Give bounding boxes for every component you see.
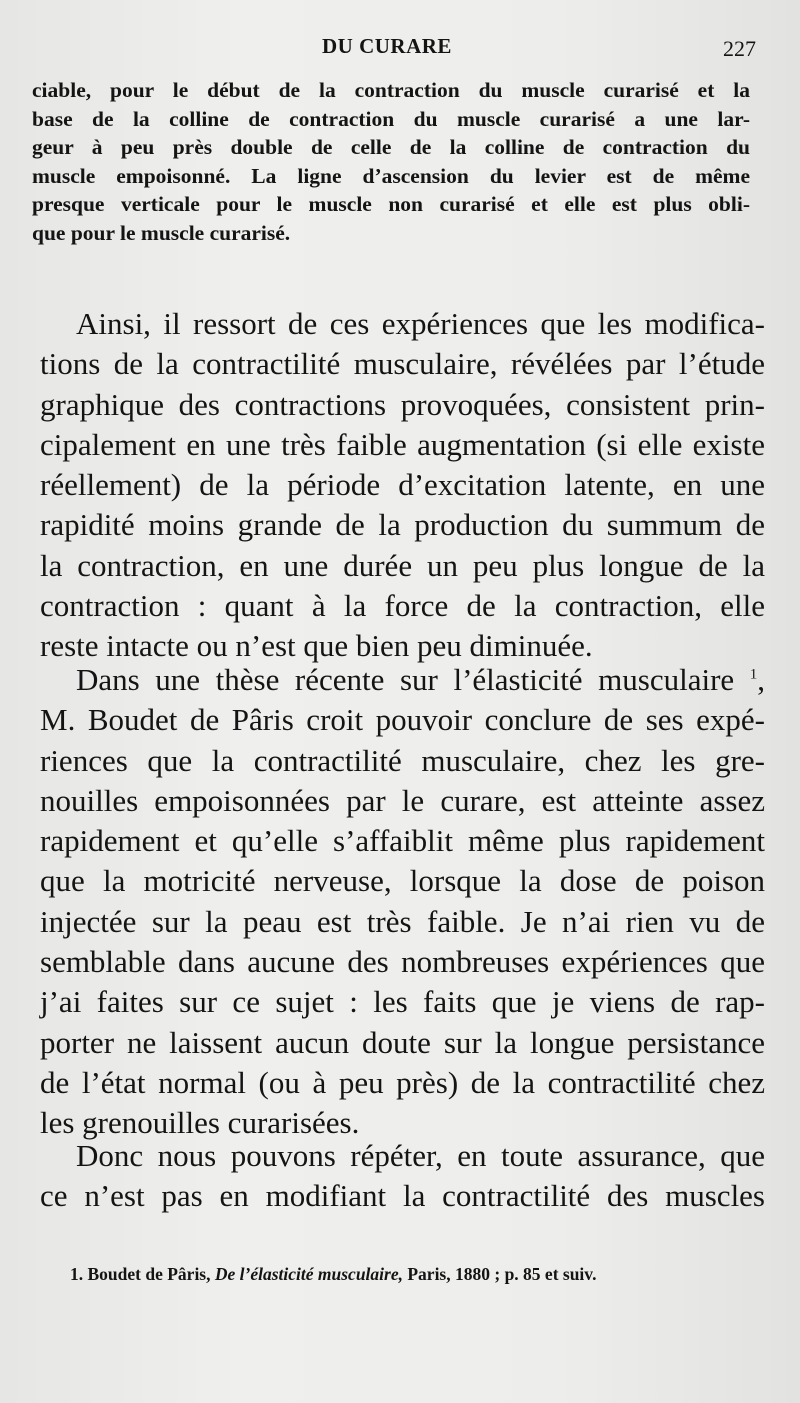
text-line: nouilles empoisonnées par le curare, est atteinte assez <box>40 782 765 818</box>
text-line: rapidité moins grande de la production du summum de <box>40 507 765 543</box>
text-line: M. Boudet de Pâris croit pouvoir conclure de ses expé- <box>40 702 765 738</box>
paragraph-donc <box>40 1136 765 1217</box>
page-header <box>0 34 800 64</box>
text-line: presque verticale pour le muscle non curarisé et elle est plus obli- <box>32 192 750 216</box>
text-line: contraction : quant à la force de la contraction, elle <box>40 588 765 624</box>
footnote-number: 1. <box>70 1264 84 1284</box>
text-line: que pour le muscle curarisé. <box>32 220 291 245</box>
text-line-with-footnote <box>40 660 765 700</box>
text-line: base de la colline de contraction du muscle curarisé a une lar- <box>32 106 750 131</box>
footnote-title: De l’élasticité musculaire, <box>214 1264 403 1284</box>
text-line: j’ai faites sur ce sujet : les faits que je viens de rap- <box>40 984 765 1020</box>
text-line: Donc nous pouvons répéter, en toute assurance, que <box>76 1138 765 1173</box>
text-segment: , <box>757 662 765 697</box>
continued-paragraph <box>32 76 750 247</box>
paragraph-dans <box>40 660 765 1144</box>
text-line: réellement) de la période d’excitation latente, en une <box>40 467 765 503</box>
text-line: injectée sur la peau est très faible. Je n’ai rien vu de <box>40 903 765 939</box>
text-line: graphique des contractions provoquées, consistent prin- <box>40 386 765 422</box>
footnote-author: Boudet de Pâris, <box>87 1264 211 1284</box>
text-line: que la motricité nerveuse, lorsque la dose de poison <box>40 863 765 899</box>
page-number: 227 <box>723 36 756 61</box>
text-line: semblable dans aucune des nombreuses expériences que <box>40 944 765 980</box>
footnote-citation: Paris, 1880 ; p. 85 et suiv. <box>407 1264 597 1284</box>
footnote-reference: 1 <box>749 666 758 683</box>
footnote <box>70 1264 770 1285</box>
text-line: tions de la contractilité musculaire, révélées par l’étude <box>40 346 765 382</box>
text-line: rapidement et qu’elle s’affaiblit même plus rapidement <box>40 823 765 859</box>
text-line: riences que la contractilité musculaire, chez les gre- <box>40 742 765 778</box>
text-line: la contraction, en une durée un peu plus longue de la <box>40 547 765 583</box>
text-line: ce n’est pas en modifiant la contractilité des muscles <box>40 1178 765 1214</box>
text-line: geur à peu près double de celle de la colline de contraction du <box>32 135 750 159</box>
text-segment: Dans une thèse récente sur l’élasticité musculaire <box>76 662 735 697</box>
text-line: les grenouilles curarisées. <box>40 1105 360 1141</box>
text-line: cipalement en une très faible augmentation (si elle existe <box>40 426 765 462</box>
text-line: porter ne laissent aucun doute sur la longue persistance <box>40 1024 765 1060</box>
text-line: Ainsi, il ressort de ces expériences que les modifica- <box>76 306 765 341</box>
text-line: ciable, pour le début de la contraction du muscle curarisé et la <box>32 78 750 102</box>
text-line: de l’état normal (ou à peu près) de la contractilité chez <box>40 1064 765 1100</box>
text-line: muscle empoisonné. La ligne d’ascension du levier est de même <box>32 163 750 188</box>
running-title: DU CURARE <box>322 34 452 58</box>
text-line: reste intacte ou n’est que bien peu diminuée. <box>40 628 593 664</box>
paragraph-ainsi <box>40 304 765 667</box>
